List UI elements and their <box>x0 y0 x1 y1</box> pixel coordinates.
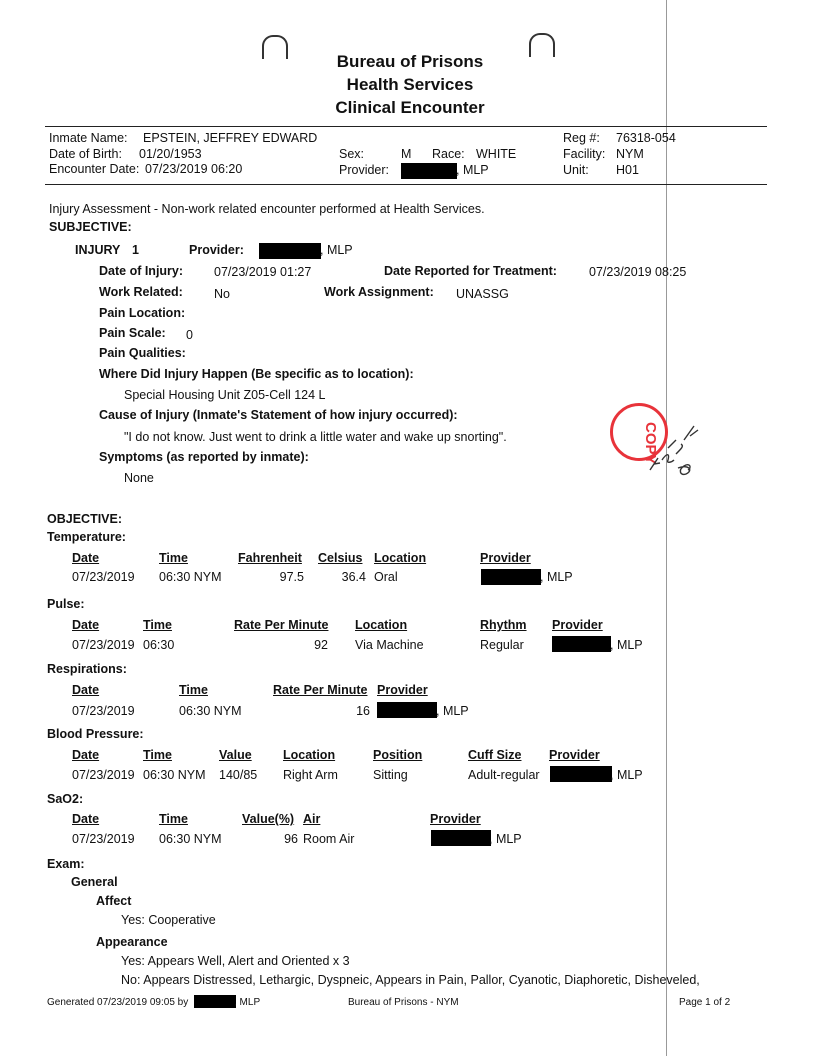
sex-label: Sex: <box>339 147 365 161</box>
temp-col-celsius: Celsius <box>318 551 363 565</box>
bp-position: Sitting <box>373 768 408 782</box>
footer-page: Page 1 of 2 <box>679 997 731 1008</box>
handwritten-date <box>648 418 708 478</box>
where-label: Where Did Injury Happen (Be specific as to location): <box>99 367 414 381</box>
bp-col-date: Date <box>72 748 100 762</box>
unit: H01 <box>616 163 639 177</box>
temp-fahrenheit: 97.5 <box>279 570 304 584</box>
injury-provider-label: Provider: <box>189 243 244 257</box>
provider-label: Provider: <box>339 163 390 177</box>
pain-qualities-label: Pain Qualities: <box>99 346 186 360</box>
temp-provider-suffix: , MLP <box>540 570 573 584</box>
reg-number: 76318-054 <box>616 131 676 145</box>
sao2-heading: SaO2: <box>47 792 84 806</box>
injury-provider-suffix: , MLP <box>320 243 353 257</box>
injury-label: INJURY <box>75 243 121 257</box>
dob: 01/20/1953 <box>139 147 202 161</box>
sex: M <box>401 147 412 161</box>
sao2-col-provider: Provider <box>430 812 481 826</box>
bp-provider-suffix: , MLP <box>610 768 643 782</box>
temp-col-date: Date <box>72 551 100 565</box>
temp-col-fahrenheit: Fahrenheit <box>238 551 302 565</box>
bp-col-provider: Provider <box>549 748 600 762</box>
appearance-no: No: Appears Distressed, Lethargic, Dyspneic, Appears in Pain, Pallor, Cyanotic, Diaphoretic, Disheveled, <box>121 973 700 987</box>
bp-time: 06:30 NYM <box>143 768 206 782</box>
resp-rate: 16 <box>356 704 370 718</box>
injury-number: 1 <box>132 243 139 257</box>
resp-col-date: Date <box>72 683 100 697</box>
affect-label: Affect <box>96 894 132 908</box>
subjective-heading: SUBJECTIVE: <box>49 220 132 234</box>
bp-col-cuff-size: Cuff Size <box>468 748 522 762</box>
temperature-heading: Temperature: <box>47 530 126 544</box>
date-reported-label: Date Reported for Treatment: <box>384 264 557 278</box>
sao2-provider-suffix: , MLP <box>489 832 522 846</box>
exam-heading: Exam: <box>47 857 85 871</box>
inmate-name-label: Inmate Name: <box>49 131 128 145</box>
pulse-rhythm: Regular <box>480 638 524 652</box>
resp-date: 07/23/2019 <box>72 704 135 718</box>
temp-col-location: Location <box>374 551 427 565</box>
redaction <box>401 163 457 179</box>
work-assignment-label: Work Assignment: <box>324 285 434 299</box>
work-related: No <box>214 287 230 301</box>
symptoms-label: Symptoms (as reported by inmate): <box>99 450 309 464</box>
bp-date: 07/23/2019 <box>72 768 135 782</box>
redaction <box>552 636 611 652</box>
pulse-date: 07/23/2019 <box>72 638 135 652</box>
exam-general: General <box>71 875 118 889</box>
objective-heading: OBJECTIVE: <box>47 512 123 526</box>
sao2-date: 07/23/2019 <box>72 832 135 846</box>
bp-cuff-size: Adult-regular <box>468 768 540 782</box>
pulse-col-location: Location <box>355 618 408 632</box>
race: WHITE <box>476 147 517 161</box>
dob-label: Date of Birth: <box>49 147 122 161</box>
pulse-col-date: Date <box>72 618 100 632</box>
symptoms-value: None <box>124 471 154 485</box>
header-line-2: Health Services <box>346 75 474 94</box>
pulse-provider-suffix: , MLP <box>610 638 643 652</box>
pulse-time: 06:30 <box>143 638 175 652</box>
bp-col-location: Location <box>283 748 336 762</box>
temp-time: 06:30 NYM <box>159 570 222 584</box>
cause-label: Cause of Injury (Inmate's Statement of how injury occurred): <box>99 408 458 422</box>
scan-line <box>666 0 667 1056</box>
date-reported: 07/23/2019 08:25 <box>589 265 687 279</box>
sao2-time: 06:30 NYM <box>159 832 222 846</box>
bp-col-value: Value <box>219 748 252 762</box>
bp-location: Right Arm <box>283 768 338 782</box>
pain-scale: 0 <box>186 328 193 342</box>
resp-time: 06:30 NYM <box>179 704 242 718</box>
footer-generated: Generated 07/23/2019 09:05 by <box>47 997 189 1008</box>
work-related-label: Work Related: <box>99 285 183 299</box>
temp-date: 07/23/2019 <box>72 570 135 584</box>
sao2-col-air: Air <box>303 812 321 826</box>
redaction <box>481 569 541 585</box>
header-rule-top <box>45 126 767 127</box>
pulse-col-rate: Rate Per Minute <box>234 618 329 632</box>
redaction <box>377 702 437 718</box>
redaction <box>550 766 612 782</box>
resp-provider-suffix: , MLP <box>436 704 469 718</box>
resp-col-time: Time <box>179 683 208 697</box>
sao2-col-value: Value(%) <box>242 812 295 826</box>
copy-stamp-text: COPY <box>642 422 659 465</box>
provider-suffix: , MLP <box>456 163 489 177</box>
temp-col-time: Time <box>159 551 188 565</box>
work-assignment: UNASSG <box>456 287 509 301</box>
redaction <box>431 830 491 846</box>
pulse-heading: Pulse: <box>47 597 85 611</box>
unit-label: Unit: <box>563 163 589 177</box>
temp-col-provider: Provider <box>480 551 531 565</box>
facility: NYM <box>616 147 644 161</box>
date-injury: 07/23/2019 01:27 <box>214 265 312 279</box>
header-rule-bottom <box>45 184 767 185</box>
assessment-type: Injury Assessment - Non-work related encounter performed at Health Services. <box>49 202 485 216</box>
temp-celsius: 36.4 <box>341 570 366 584</box>
appearance-label: Appearance <box>96 935 168 949</box>
pain-location-label: Pain Location: <box>99 306 186 320</box>
header-line-3: Clinical Encounter <box>335 98 485 117</box>
bp-col-time: Time <box>143 748 172 762</box>
pulse-col-rhythm: Rhythm <box>480 618 527 632</box>
date-injury-label: Date of Injury: <box>99 264 184 278</box>
pulse-location: Via Machine <box>355 638 424 652</box>
encounter-label: Encounter Date: <box>49 162 140 176</box>
where-value: Special Housing Unit Z05-Cell 124 L <box>124 388 326 402</box>
temp-location: Oral <box>374 570 398 584</box>
pulse-col-provider: Provider <box>552 618 603 632</box>
bp-heading: Blood Pressure: <box>47 727 144 741</box>
footer-generated-suffix: , MLP <box>234 997 261 1008</box>
cause-value: "I do not know. Just went to drink a little water and wake up snorting". <box>124 430 507 444</box>
sao2-air: Room Air <box>303 832 355 846</box>
sao2-value: 96 <box>284 832 298 846</box>
race-label: Race: <box>432 147 465 161</box>
pulse-rate: 92 <box>314 638 328 652</box>
footer-center: Bureau of Prisons - NYM <box>348 997 459 1008</box>
redaction <box>194 995 236 1008</box>
pain-scale-label: Pain Scale: <box>99 326 166 340</box>
affect-value: Yes: Cooperative <box>121 913 216 927</box>
inmate-name: EPSTEIN, JEFFREY EDWARD <box>143 131 318 145</box>
appearance-yes: Yes: Appears Well, Alert and Oriented x 3 <box>121 954 350 968</box>
respirations-heading: Respirations: <box>47 662 127 676</box>
bp-value: 140/85 <box>219 768 258 782</box>
reg-label: Reg #: <box>563 131 600 145</box>
sao2-col-time: Time <box>159 812 188 826</box>
encounter-date: 07/23/2019 06:20 <box>145 162 243 176</box>
resp-col-provider: Provider <box>377 683 428 697</box>
header-line-1: Bureau of Prisons <box>336 52 484 71</box>
facility-label: Facility: <box>563 147 606 161</box>
pulse-col-time: Time <box>143 618 172 632</box>
sao2-col-date: Date <box>72 812 100 826</box>
resp-col-rate: Rate Per Minute <box>273 683 368 697</box>
bp-col-position: Position <box>373 748 423 762</box>
redaction <box>259 243 321 259</box>
